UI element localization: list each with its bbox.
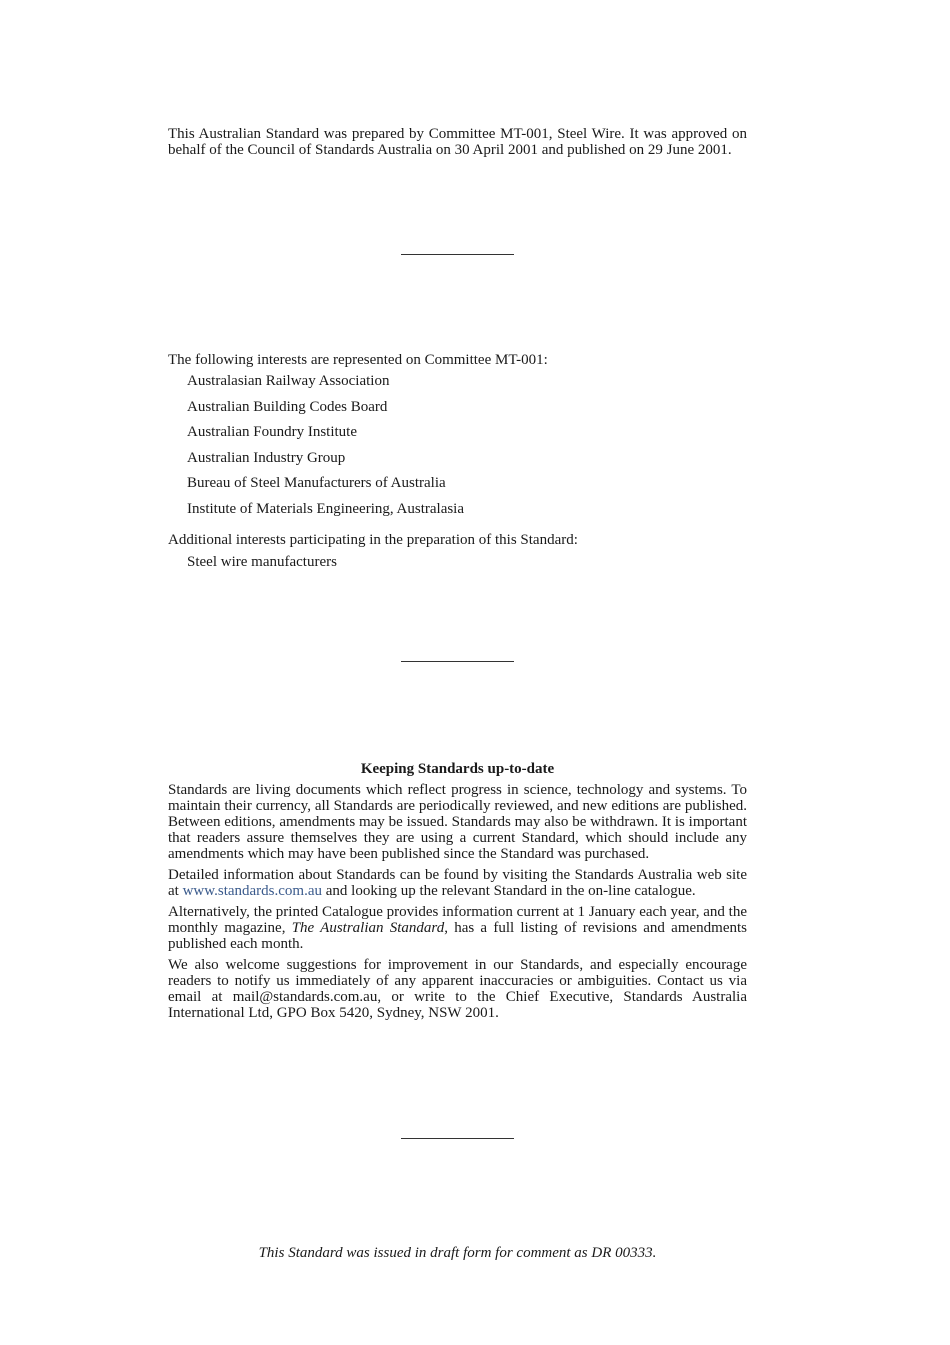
committee-heading: The following interests are represented on Committee MT-001: [168,352,548,368]
committee-section [168,351,747,575]
keeping-paragraph-2 [168,867,747,899]
draft-note: This Standard was issued in draft form for comment as DR 00333. [258,1245,657,1261]
list-item: Institute of Materials Engineering, Australasia [187,500,465,517]
list-item: Australian Foundry Institute [187,424,357,440]
intro-section [168,126,747,158]
list-item: Australian Industry Group [187,449,346,466]
section-title: Keeping Standards up-to-date [360,761,555,777]
paragraph-text: and looking up the relevant Standard in the on-line catalogue. [322,883,696,899]
intro-paragraph: This Australian Standard was prepared by Committee MT-001, Steel Wire. It was approved on behalf of the Council of Standards Australia on 30 April 2001 and published on 29 June 2001. [168,126,747,158]
list-item: Bureau of Steel Manufacturers of Australia [187,475,446,491]
magazine-title: The Australian Standard [291,920,445,936]
list-item: Australasian Railway Association [187,373,390,389]
paragraph-text: Alternatively, the printed Catalogue provides information current at 1 January each year, and the monthly magazine, [168,904,747,936]
list-item: Steel wire manufacturers [187,554,337,570]
divider-rule-2 [401,661,514,662]
keeping-paragraph-1: Standards are living documents which reflect progress in science, technology and systems. To maintain their currency, all Standards are periodically reviewed, and new editions are published. Between editions, amendments may be issued. Standards may also be withdrawn. It is important that readers assure themselves they are using a current Standard, which should include any amendments which may have been published since the Standard was purchased. [168,782,747,862]
keeping-paragraph-3 [168,904,747,952]
committee-member-list [168,369,747,522]
paragraph-text: , has a full listing of revisions and amendments published each month. [168,920,747,952]
standards-website-link[interactable]: www.standards.com.au [182,883,322,899]
keeping-up-to-date-section [168,760,747,1021]
divider-rule-1 [401,254,514,255]
divider-rule-3 [401,1138,514,1139]
additional-interests-list [168,549,747,575]
additional-interests-heading: Additional interests participating in the preparation of this Standard: [168,532,578,548]
list-item: Australian Building Codes Board [187,398,388,415]
paragraph-text: Detailed information about Standards can be found by visiting the Standards Australia web site at [168,867,747,899]
keeping-paragraph-4: We also welcome suggestions for improvement in our Standards, and especially encourage readers to notify us immediately of any apparent inaccuracies or ambiguities. Contact us via email at mail@standards.com.au, or write to the Chief Executive, Standards Australia International Ltd, GPO Box 5420, Sydney, NSW 2001. [168,957,747,1021]
